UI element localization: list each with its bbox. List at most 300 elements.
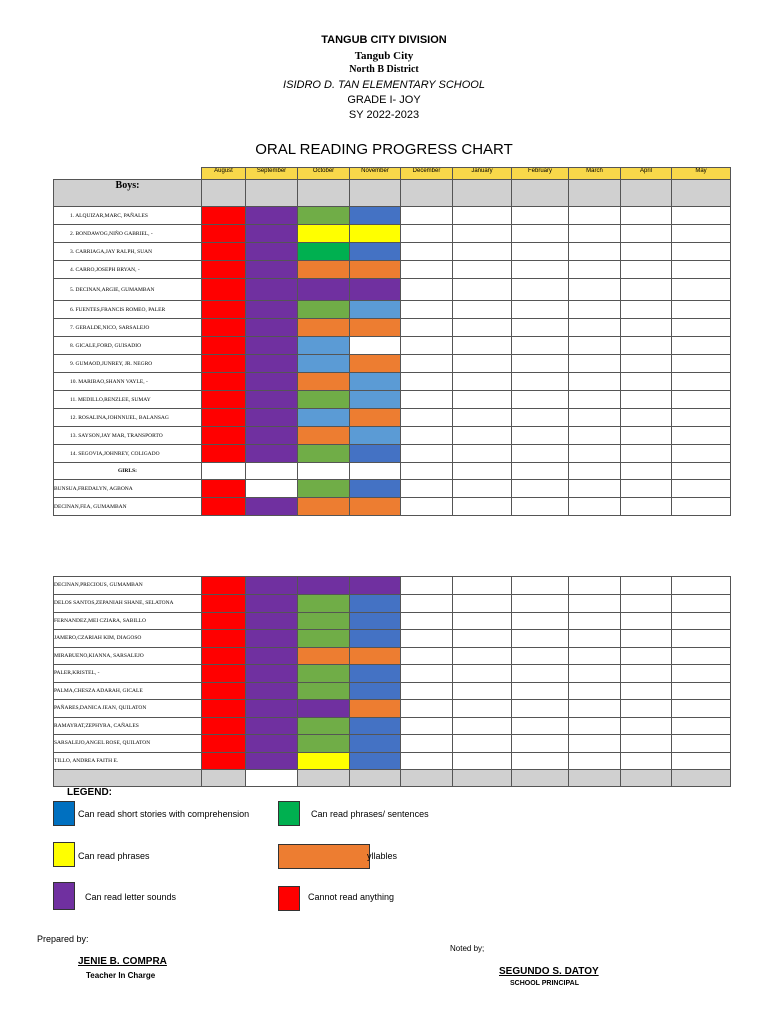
level-cell-september [246,498,298,516]
level-cell-october [298,735,350,753]
noted-by-label: Noted by; [450,944,485,953]
level-cell-january [453,682,512,700]
level-cell-september [246,717,298,735]
level-cell-may [672,373,731,391]
level-cell-february [512,665,569,683]
level-cell-september [246,700,298,718]
student-name: 14. SEGOVIA,JOHNREY, COLIGADO [54,445,202,463]
month-header-october: October [298,168,350,180]
level-cell-december [401,577,453,595]
level-cell-february [512,355,569,373]
level-cell-january [453,319,512,337]
level-cell-september [246,225,298,243]
grade-heading: GRADE I- JOY [347,94,421,106]
level-cell-february [512,445,569,463]
student-row [54,355,731,373]
header-cell [202,180,246,207]
level-cell-march [569,480,621,498]
empty-cell [512,463,569,480]
level-cell-october [298,594,350,612]
level-cell-november [350,752,401,770]
student-name: 13. SAYSON,JAY MAR, TRANSPORTO [54,427,202,445]
level-cell-august [202,498,246,516]
level-cell-august [202,594,246,612]
level-cell-may [672,207,731,225]
level-cell-march [569,594,621,612]
legend-label-blue: Can read short stories with comprehension [78,809,250,819]
level-cell-march [569,207,621,225]
level-cell-august [202,391,246,409]
student-name: DECINAN,PRECIOUS, GUMAMBAN [54,577,202,595]
division-heading: TANGUB CITY DIVISION [321,34,447,46]
legend-label-red: Cannot read anything [308,892,395,902]
level-cell-april [621,682,672,700]
level-cell-november [350,700,401,718]
level-cell-november [350,261,401,279]
level-cell-february [512,279,569,301]
level-cell-december [401,319,453,337]
level-cell-august [202,301,246,319]
student-name: JAMERO,CZARIAH KIM, DIAGOSO [54,630,202,648]
level-cell-march [569,700,621,718]
level-cell-august [202,445,246,463]
level-cell-march [569,409,621,427]
level-cell-november [350,577,401,595]
legend-title: LEGEND: [67,787,112,798]
level-cell-april [621,647,672,665]
legend-swatch-green [278,801,300,826]
legend-label-yellow: Can read phrases [78,851,150,861]
level-cell-april [621,373,672,391]
level-cell-october [298,717,350,735]
student-row [54,427,731,445]
level-cell-march [569,577,621,595]
level-cell-november [350,355,401,373]
level-cell-april [621,319,672,337]
level-cell-may [672,717,731,735]
level-cell-january [453,612,512,630]
level-cell-august [202,700,246,718]
student-row [54,647,731,665]
level-cell-october [298,752,350,770]
student-name: MIRABUENO,KIANNA, SARSALEJO [54,647,202,665]
month-header-december: December [401,168,453,180]
level-cell-january [453,717,512,735]
empty-cell [453,463,512,480]
level-cell-december [401,243,453,261]
level-cell-september [246,427,298,445]
student-name: 10. MARIBAO,SHANN VAYLE, - [54,373,202,391]
level-cell-march [569,319,621,337]
level-cell-may [672,319,731,337]
level-cell-october [298,577,350,595]
level-cell-may [672,665,731,683]
legend-swatch-red [278,886,300,911]
student-name: 5. DECINAN,ARGIE, GUMAMBAN [54,279,202,301]
level-cell-october [298,647,350,665]
level-cell-october [298,682,350,700]
month-header-november: November [350,168,401,180]
student-row [54,319,731,337]
header-cell [298,180,350,207]
level-cell-september [246,243,298,261]
student-row [54,207,731,225]
empty-cell [672,463,731,480]
level-cell-february [512,373,569,391]
level-cell-november [350,301,401,319]
level-cell-august [202,480,246,498]
header-cell [672,180,731,207]
level-cell-november [350,337,401,355]
header-cell [512,180,569,207]
sy-heading: SY 2022-2023 [348,109,420,121]
level-cell-november [350,717,401,735]
level-cell-february [512,261,569,279]
level-cell-january [453,391,512,409]
level-cell-march [569,391,621,409]
level-cell-november [350,594,401,612]
student-row [54,480,731,498]
level-cell-december [401,498,453,516]
empty-cell [202,463,246,480]
district-heading: North B District [349,64,419,75]
level-cell-september [246,261,298,279]
month-header-april: April [621,168,672,180]
level-cell-december [401,409,453,427]
level-cell-may [672,480,731,498]
level-cell-october [298,480,350,498]
month-header-september: September [246,168,298,180]
level-cell-october [298,498,350,516]
level-cell-december [401,355,453,373]
level-cell-september [246,594,298,612]
level-cell-september [246,445,298,463]
level-cell-january [453,243,512,261]
level-cell-may [672,409,731,427]
level-cell-february [512,319,569,337]
level-cell-may [672,301,731,319]
level-cell-october [298,337,350,355]
level-cell-december [401,480,453,498]
level-cell-december [401,647,453,665]
student-row [54,391,731,409]
empty-cell [350,463,401,480]
empty-cell [298,463,350,480]
level-cell-may [672,612,731,630]
level-cell-february [512,409,569,427]
level-cell-august [202,207,246,225]
footer-cell [512,770,569,787]
level-cell-may [672,700,731,718]
legend-label-orange: yllables [367,851,398,861]
level-cell-december [401,373,453,391]
level-cell-october [298,427,350,445]
student-name: 7. GERALDE,NICO, SARSALEJO [54,319,202,337]
student-name: BUNSUA,FREDALYN, AGBONA [54,480,202,498]
level-cell-march [569,630,621,648]
student-row [54,577,731,595]
level-cell-april [621,717,672,735]
student-name: 3. CARRIAGA,JAY RALPH, SUAN [54,243,202,261]
level-cell-august [202,752,246,770]
level-cell-september [246,630,298,648]
level-cell-october [298,630,350,648]
level-cell-august [202,373,246,391]
empty-cell [401,463,453,480]
level-cell-october [298,373,350,391]
level-cell-november [350,225,401,243]
level-cell-august [202,355,246,373]
level-cell-april [621,301,672,319]
level-cell-november [350,373,401,391]
level-cell-march [569,445,621,463]
level-cell-april [621,225,672,243]
level-cell-may [672,225,731,243]
level-cell-march [569,752,621,770]
level-cell-november [350,480,401,498]
level-cell-september [246,391,298,409]
header-cell [621,180,672,207]
level-cell-april [621,261,672,279]
level-cell-february [512,682,569,700]
footer-cell [621,770,672,787]
level-cell-march [569,665,621,683]
level-cell-march [569,243,621,261]
level-cell-august [202,735,246,753]
level-cell-february [512,630,569,648]
month-header-march: March [569,168,621,180]
level-cell-august [202,409,246,427]
level-cell-september [246,409,298,427]
level-cell-december [401,207,453,225]
level-cell-january [453,207,512,225]
level-cell-january [453,498,512,516]
level-cell-april [621,752,672,770]
level-cell-august [202,427,246,445]
level-cell-february [512,427,569,445]
level-cell-january [453,647,512,665]
student-row [54,498,731,516]
student-name: DECINAN,FEA, GUMAMBAN [54,498,202,516]
level-cell-august [202,337,246,355]
student-row [54,409,731,427]
level-cell-january [453,225,512,243]
level-cell-october [298,409,350,427]
level-cell-august [202,261,246,279]
level-cell-august [202,279,246,301]
level-cell-september [246,647,298,665]
student-name: PALER,KRISTEL, - [54,665,202,683]
student-row [54,261,731,279]
level-cell-april [621,355,672,373]
level-cell-march [569,612,621,630]
level-cell-december [401,279,453,301]
month-header-may: May [672,168,731,180]
student-name: 12. ROSALINA,JOHNNUEL, BALANSAG [54,409,202,427]
level-cell-november [350,319,401,337]
level-cell-december [401,445,453,463]
student-name: DELOS SANTOS,ZEPANIAH SHANE, SELATONA [54,594,202,612]
level-cell-december [401,665,453,683]
level-cell-november [350,427,401,445]
footer-cell [54,770,202,787]
progress-table-boys [53,167,731,516]
level-cell-december [401,427,453,445]
level-cell-january [453,301,512,319]
level-cell-april [621,207,672,225]
level-cell-january [453,665,512,683]
level-cell-december [401,700,453,718]
student-name: SARSALEJO,ANGEL ROSE, QUILATON [54,735,202,753]
student-row [54,665,731,683]
level-cell-october [298,612,350,630]
level-cell-march [569,682,621,700]
header-cell [569,180,621,207]
empty-cell [621,463,672,480]
level-cell-september [246,577,298,595]
level-cell-august [202,319,246,337]
level-cell-september [246,207,298,225]
student-name: 1. ALQUIZAR,MARC, PAÑALES [54,207,202,225]
level-cell-november [350,409,401,427]
level-cell-april [621,391,672,409]
legend-swatch-orange [278,844,370,869]
level-cell-december [401,752,453,770]
level-cell-april [621,594,672,612]
level-cell-december [401,337,453,355]
level-cell-january [453,373,512,391]
level-cell-october [298,355,350,373]
level-cell-april [621,577,672,595]
level-cell-august [202,577,246,595]
level-cell-march [569,225,621,243]
level-cell-october [298,301,350,319]
level-cell-january [453,577,512,595]
teacher-name: JENIE B. COMPRA [78,956,167,967]
level-cell-february [512,207,569,225]
empty-cell [246,463,298,480]
student-row [54,594,731,612]
level-cell-october [298,665,350,683]
level-cell-may [672,647,731,665]
level-cell-march [569,647,621,665]
level-cell-september [246,279,298,301]
level-cell-august [202,717,246,735]
legend-swatch-purple [53,882,75,910]
level-cell-december [401,717,453,735]
girls-label: GIRLS: [54,463,202,480]
header-cell [453,180,512,207]
level-cell-february [512,735,569,753]
level-cell-november [350,665,401,683]
level-cell-september [246,682,298,700]
level-cell-january [453,409,512,427]
level-cell-september [246,301,298,319]
teacher-title: Teacher In Charge [86,971,156,980]
level-cell-january [453,752,512,770]
footer-cell [401,770,453,787]
level-cell-april [621,498,672,516]
level-cell-february [512,301,569,319]
level-cell-january [453,445,512,463]
level-cell-may [672,261,731,279]
level-cell-november [350,279,401,301]
footer-cell [569,770,621,787]
student-row [54,682,731,700]
level-cell-may [672,337,731,355]
header-cell [246,180,298,207]
level-cell-may [672,427,731,445]
level-cell-april [621,665,672,683]
student-row [54,279,731,301]
level-cell-september [246,480,298,498]
level-cell-april [621,700,672,718]
empty-cell [569,463,621,480]
level-cell-october [298,445,350,463]
level-cell-december [401,630,453,648]
level-cell-january [453,594,512,612]
level-cell-january [453,261,512,279]
level-cell-december [401,301,453,319]
student-name: 6. FUENTES,FRANCIS ROMEO, PALER [54,301,202,319]
month-header-january: January [453,168,512,180]
principal-title: SCHOOL PRINCIPAL [510,980,579,987]
level-cell-february [512,752,569,770]
level-cell-november [350,647,401,665]
level-cell-april [621,409,672,427]
level-cell-february [512,498,569,516]
level-cell-may [672,243,731,261]
footer-cell [246,770,298,787]
student-row [54,700,731,718]
level-cell-december [401,225,453,243]
level-cell-february [512,717,569,735]
level-cell-april [621,445,672,463]
level-cell-august [202,682,246,700]
student-name: 9. GUMAOD,JUNREY, JR. NEGRO [54,355,202,373]
student-row [54,445,731,463]
legend-label-green: Can read phrases/ sentences [311,809,429,819]
level-cell-october [298,391,350,409]
level-cell-may [672,735,731,753]
level-cell-february [512,612,569,630]
level-cell-may [672,682,731,700]
level-cell-february [512,480,569,498]
level-cell-december [401,682,453,700]
level-cell-april [621,612,672,630]
level-cell-may [672,630,731,648]
student-name: TILLO, ANDREA FAITH E. [54,752,202,770]
student-name: 8. GICALE,FORD, GUISADIO [54,337,202,355]
level-cell-september [246,665,298,683]
level-cell-december [401,612,453,630]
student-name: PALMA,CHESZA ADARAH, GICALE [54,682,202,700]
level-cell-march [569,279,621,301]
level-cell-august [202,665,246,683]
level-cell-february [512,594,569,612]
level-cell-january [453,735,512,753]
level-cell-january [453,279,512,301]
level-cell-april [621,427,672,445]
level-cell-october [298,700,350,718]
student-row [54,373,731,391]
level-cell-january [453,700,512,718]
level-cell-march [569,717,621,735]
level-cell-april [621,735,672,753]
level-cell-october [298,261,350,279]
level-cell-october [298,279,350,301]
city-heading: Tangub City [354,50,414,62]
